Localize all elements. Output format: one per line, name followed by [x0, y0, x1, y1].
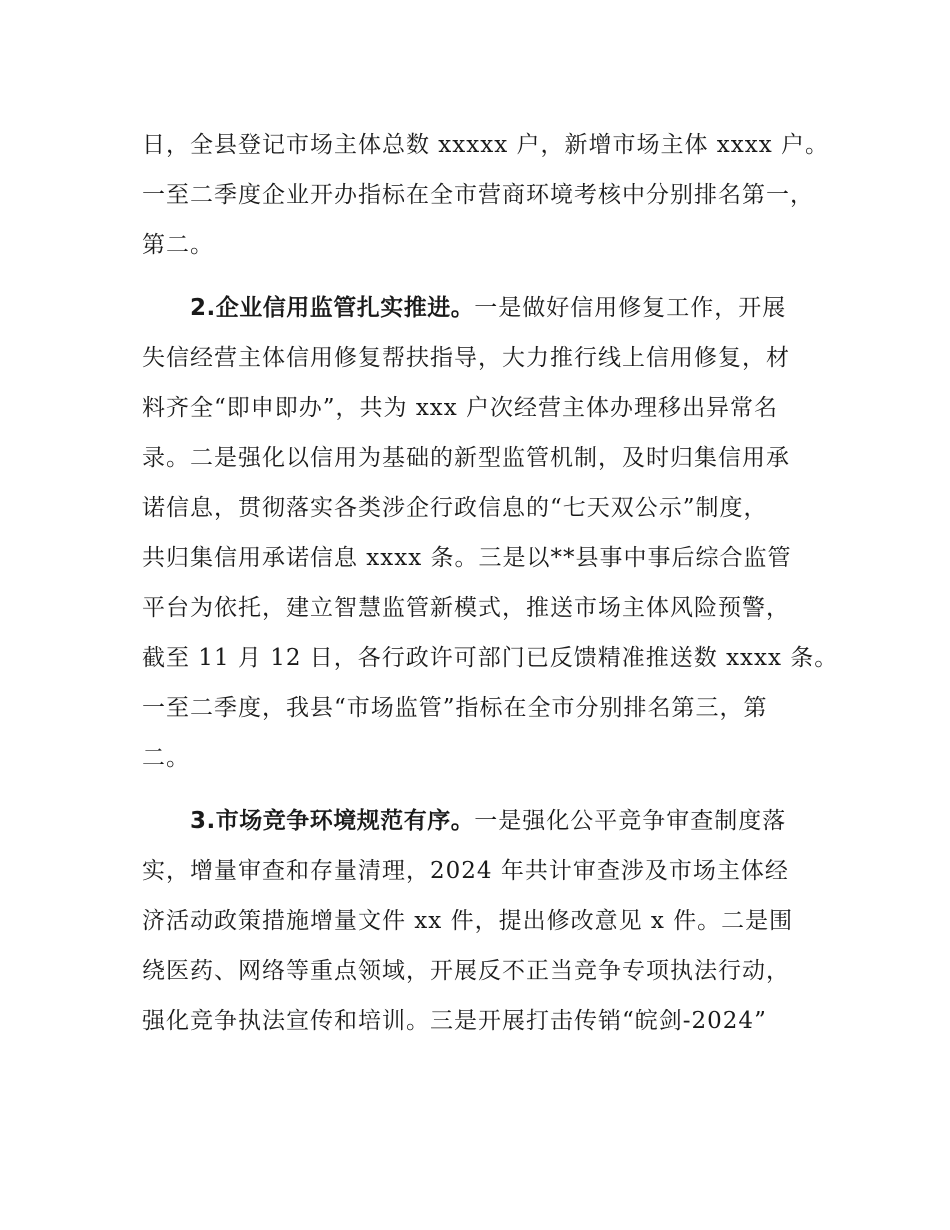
para1-line-1: 日，全县登记市场主体总数 xxxxx 户，新增市场主体 xxxx 户。: [142, 132, 829, 158]
para2-line-1: [190, 293, 890, 323]
para3-first-line-text: 一是强化公平竞争审查制度落: [474, 808, 787, 834]
para1-line-2: 一至二季度企业开办指标在全市营商环境考核中分别排名第一，: [142, 182, 814, 208]
para1-line-3: 第二。: [142, 232, 214, 258]
para2-line-4: 录。二是强化以信用为基础的新型监管机制，及时归集信用承: [142, 445, 790, 471]
para2-heading: 2.企业信用监管扎实推进。: [190, 295, 475, 321]
para2-line-8: 截至 11 月 12 日，各行政许可部门已反馈精准推送数 xxxx 条。: [142, 645, 839, 671]
para2-line-7: 平台为依托，建立智慧监管新模式，推送市场主体风险预警，: [142, 595, 790, 621]
para2-line-3: 料齐全“即申即办”，共为 xxx 户次经营主体办理移出异常名: [142, 395, 779, 421]
para3-line-2: 实，增量审查和存量清理，2024 年共计审查涉及市场主体经: [142, 858, 789, 884]
para3-line-1: [190, 806, 890, 836]
para2-line-10: 二。: [142, 745, 190, 771]
para2-line-5: 诺信息，贯彻落实各类涉企行政信息的“七天双公示”制度，: [142, 495, 768, 521]
para3-line-4: 绕医药、网络等重点领域，开展反不正当竞争专项执法行动，: [142, 958, 790, 984]
para3-line-3: 济活动政策措施增量文件 xx 件，提出修改意见 x 件。二是围: [142, 908, 794, 934]
para3-heading: 3.市场竞争环境规范有序。: [190, 808, 475, 834]
para2-line-2: 失信经营主体信用修复帮扶指导，大力推行线上信用修复，材: [142, 345, 790, 371]
para3-line-5: 强化竞争执法宣传和培训。三是开展打击传销“皖剑-2024”: [142, 1008, 767, 1034]
para2-line-9: 一至二季度，我县“市场监管”指标在全市分别排名第三，第: [142, 695, 768, 721]
para2-line-6: 共归集信用承诺信息 xxxx 条。三是以**县事中事后综合监管: [142, 545, 792, 571]
para2-first-line-text: 一是做好信用修复工作，开展: [474, 295, 787, 321]
